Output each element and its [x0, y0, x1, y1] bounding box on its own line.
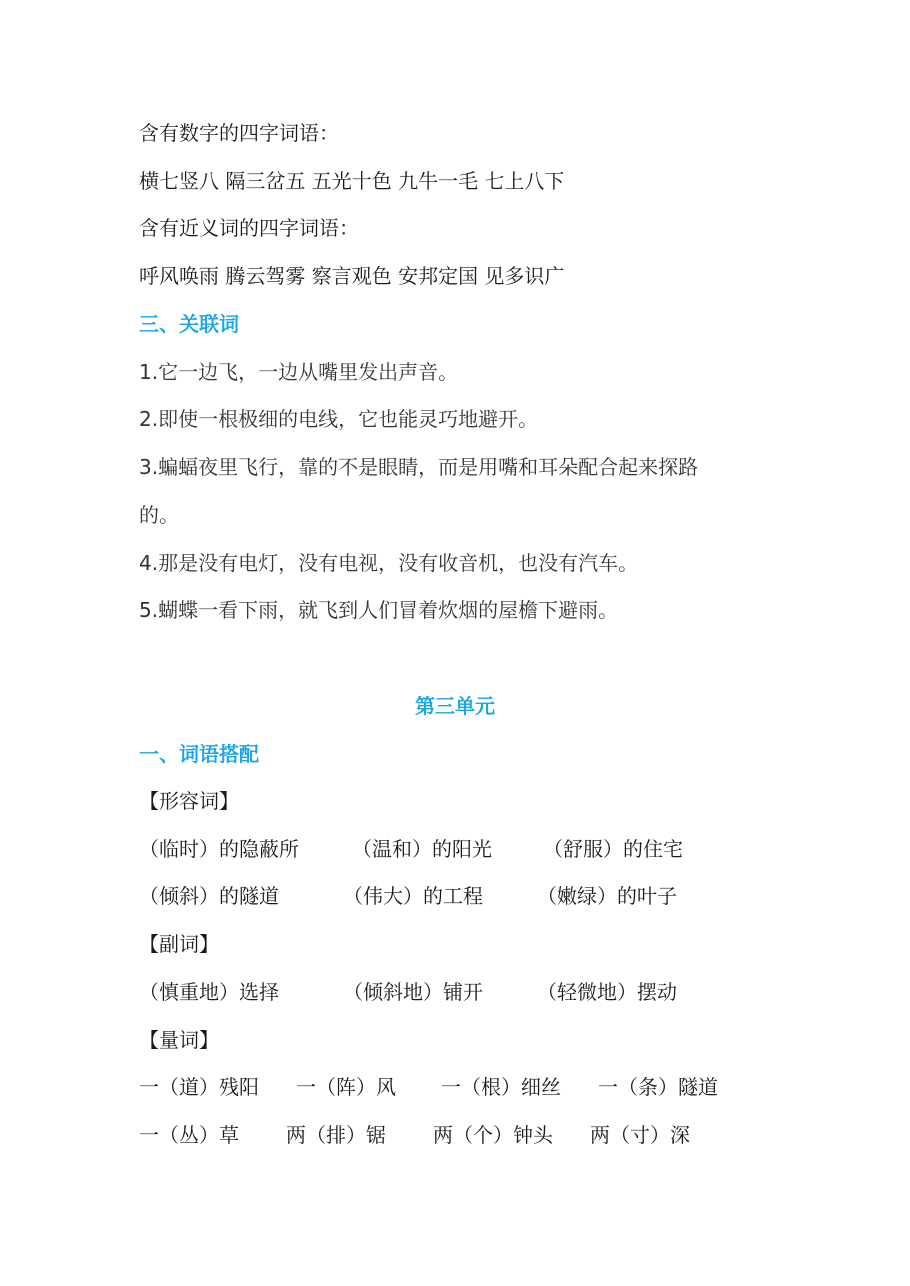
measure-phrase: 一（阵）风 — [296, 1075, 396, 1099]
adjective-phrase: （伟大）的工程 — [343, 884, 483, 908]
measure-phrase: 一（条）隧道 — [598, 1075, 718, 1099]
measure-phrase: 一（道）残阳 — [139, 1075, 259, 1099]
adverbs-label: 【副词】 — [139, 932, 219, 956]
adjective-phrase: （温和）的阳光 — [352, 837, 492, 861]
adjective-row — [139, 835, 683, 863]
measure-phrase: 两（个）钟头 — [433, 1123, 553, 1147]
synonym-idioms-label: 含有近义词的四字词语： — [139, 216, 359, 240]
adjective-phrase: （临时）的隐蔽所 — [139, 837, 299, 861]
section-heading-conjunctions: 三、关联词 — [139, 312, 239, 336]
measure-word-row — [139, 1073, 718, 1101]
adjective-row — [139, 882, 677, 910]
measure-phrase: 两（寸）深 — [590, 1123, 690, 1147]
adverb-row — [139, 978, 677, 1006]
conjunction-item: 2.即使一根极细的电线，它也能灵巧地避开。 — [139, 407, 539, 431]
adjective-phrase: （舒服）的住宅 — [543, 837, 683, 861]
conjunction-item: 4.那是没有电灯，没有电视，没有收音机，也没有汽车。 — [139, 551, 639, 575]
number-idioms-list: 横七竖八 隔三岔五 五光十色 九牛一毛 七上八下 — [139, 169, 565, 193]
synonym-idioms-list: 呼风唤雨 腾云驾雾 察言观色 安邦定国 见多识广 — [139, 264, 565, 288]
adjective-phrase: （嫩绿）的叶子 — [537, 884, 677, 908]
section-heading-word-matching: 一、词语搭配 — [139, 742, 259, 766]
adverb-phrase: （慎重地）选择 — [139, 980, 279, 1004]
measure-phrase: 一（丛）草 — [139, 1123, 239, 1147]
conjunction-item: 3.蝙蝠夜里飞行，靠的不是眼睛，而是用嘴和耳朵配合起来探路 — [139, 455, 699, 479]
measure-word-row — [139, 1121, 690, 1149]
unit-title: 第三单元 — [415, 694, 495, 718]
conjunction-item-continued: 的。 — [139, 503, 179, 527]
adverb-phrase: （倾斜地）铺开 — [343, 980, 483, 1004]
measure-phrase: 两（排）锯 — [286, 1123, 386, 1147]
conjunction-item: 5.蝴蝶一看下雨，就飞到人们冒着炊烟的屋檐下避雨。 — [139, 598, 619, 622]
number-idioms-label: 含有数字的四字词语： — [139, 121, 339, 145]
adverb-phrase: （轻微地）摆动 — [537, 980, 677, 1004]
adjectives-label: 【形容词】 — [139, 789, 239, 813]
conjunction-item: 1.它一边飞，一边从嘴里发出声音。 — [139, 360, 459, 384]
measure-words-label: 【量词】 — [139, 1028, 219, 1052]
measure-phrase: 一（根）细丝 — [441, 1075, 561, 1099]
adjective-phrase: （倾斜）的隧道 — [139, 884, 279, 908]
